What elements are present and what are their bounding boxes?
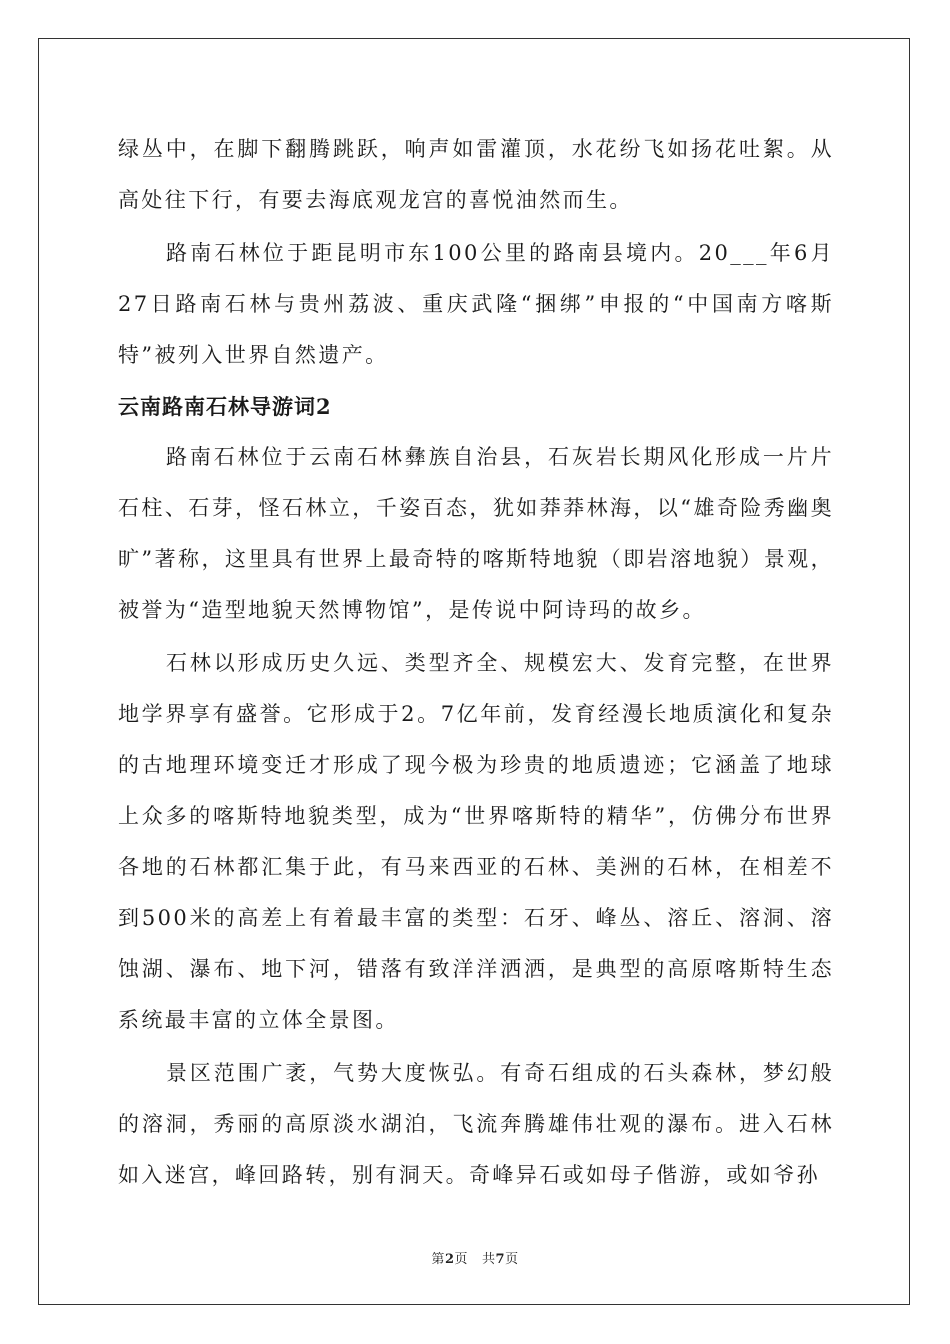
paragraph-continued: 绿丛中，在脚下翻腾跳跃，响声如雷灌顶，水花纷飞如扬花吐絮。从高处往下行，有要去海底观龙宫的喜悦油然而生。 [118, 137, 834, 212]
section-title: 云南路南石林导游词2 [118, 394, 332, 419]
footer-page-prefix: 第 [431, 1252, 445, 1267]
paragraph-intro: 路南石林位于云南石林彝族自治县，石灰岩长期风化形成一片片石柱、石芽，怪石林立，千姿百态，犹如莽莽林海，以“雄奇险秀幽奥旷”著称，这里具有世界上最奇特的喀斯特地貌（即岩溶地貌）景观，被誉为“造型地貌天然博物馆”，是传说中阿诗玛的故乡。 [118, 445, 834, 622]
paragraph-location: 路南石林位于距昆明市东100公里的路南县境内。20___年6月27日路南石林与贵州荔波、重庆武隆“捆绑”申报的“中国南方喀斯特”被列入世界自然遗产。 [118, 241, 834, 367]
footer-page-total: 7 [495, 1252, 506, 1267]
footer-page-current: 2 [444, 1252, 455, 1267]
footer-total-suffix: 页 [505, 1252, 519, 1267]
paragraph-formation: 石林以形成历史久远、类型齐全、规模宏大、发育完整，在世界地学界享有盛誉。它形成于2。7亿年前，发育经漫长地质演化和复杂的古地理环境变迁才形成了现今极为珍贵的地质遗迹；它涵盖了地球上众多的喀斯特地貌类型，成为“世界喀斯特的精华”，仿佛分布世界各地的石林都汇集于此，有马来西亚的石林、美洲的石林，在相差不到500米的高差上有着最丰富的类型：石牙、峰丛、溶丘、溶洞、溶蚀湖、瀑布、地下河，错落有致洋洋洒洒，是典型的高原喀斯特生态系统最丰富的立体全景图。 [118, 651, 834, 1032]
paragraph-scenic-area: 景区范围广袤，气势大度恢弘。有奇石组成的石头森林，梦幻般的溶洞，秀丽的高原淡水湖泊，飞流奔腾雄伟壮观的瀑布。进入石林如入迷宫，峰回路转，别有洞天。奇峰异石或如母子偕游，或如爷孙 [118, 1061, 834, 1187]
page-footer [0, 1248, 950, 1267]
document-body [118, 124, 834, 1201]
footer-page-suffix: 页 [454, 1252, 468, 1267]
footer-total-prefix: 共 [482, 1252, 496, 1267]
